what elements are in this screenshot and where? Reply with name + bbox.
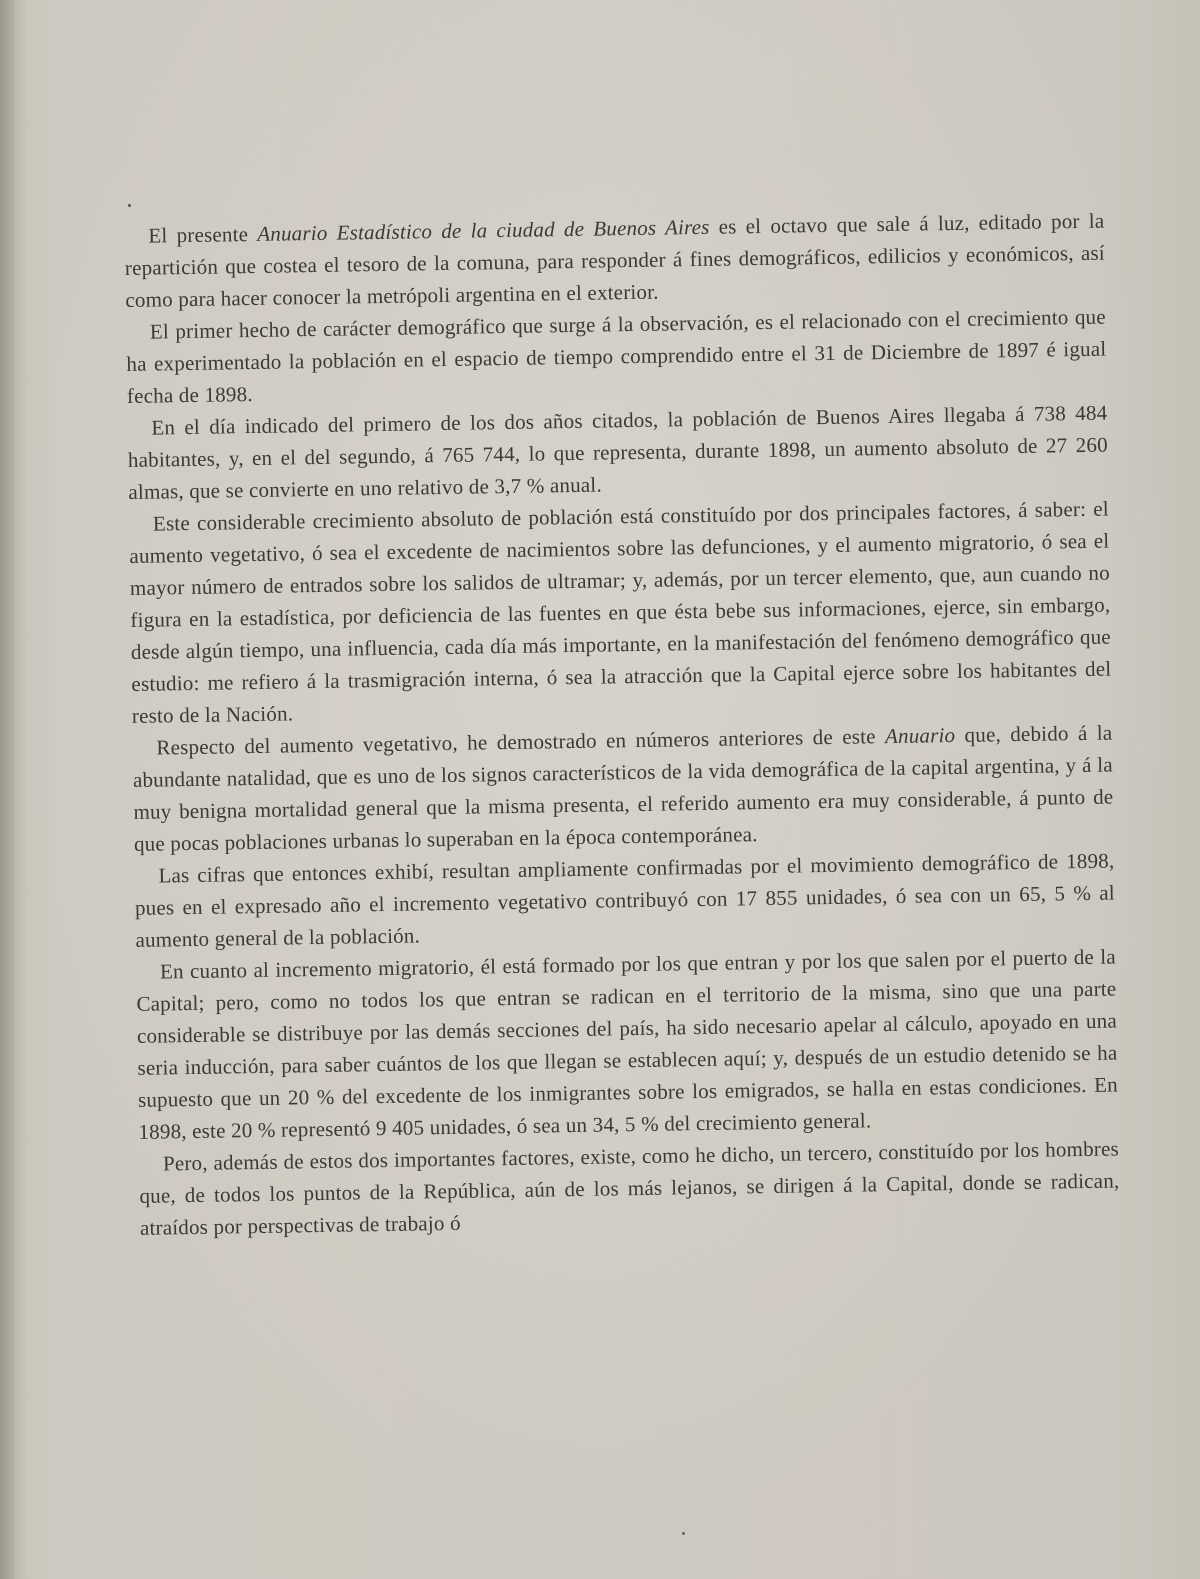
paragraph-7 — [136, 941, 1119, 1148]
paragraph-4-text: Este considerable crecimiento absoluto de población está constituído por dos principales factores, á saber: el aumento vegetativo, ó sea el excedente de nacimientos sobre las defunciones, y el aumento migratorio, ó sea el mayor número de entrados sobre los salidos de ultramar; y, además, por un tercer elemento, que, aun cuando no figura en la estadística, por deficiencia de las fuentes en que ésta bebe sus informaciones, ejerce, sin embargo, desde algún tiempo, una influencia, cada día más importante, en la manifestación del fenómeno demográfico que estudio: me refiero á la trasmigración interna, ó sea la atracción que la Capital ejerce sobre los habitantes del resto de la Nación. — [129, 496, 1112, 728]
page-binding-edge — [0, 0, 14, 1579]
paragraph-5 — [132, 717, 1114, 860]
paragraph-6 — [134, 845, 1115, 956]
paragraph-1-text-b: es el octavo que sale á luz, editado por la repartición que costea el tesoro de la comuna, para responder á fines demográficos, edilicios y económicos, así como para hacer conocer la metrópoli argentina en el exterior. — [124, 208, 1105, 312]
paragraph-5-text-a: Respecto del aumento vegetativo, he demostrado en números anteriores de este — [156, 724, 886, 760]
paragraph-4 — [129, 493, 1112, 732]
paragraph-8-text: Pero, además de estos dos importantes factores, existe, como he dicho, un tercero, constituído por los hombres que, de todos los puntos de la República, aún de los más lejanos, se dirigen á la Capital, donde se radican, atraídos por perspectivas de trabajo ó — [139, 1136, 1120, 1240]
paragraph-3 — [127, 397, 1108, 508]
paragraph-2-text: El primer hecho de carácter demográfico que surge á la observación, es el relacionado con el crecimiento que ha experimentado la población en el espacio de tiempo comprendido entre el 31 de Diciembre de 1897 é igual fecha de 1898. — [126, 304, 1107, 408]
paragraph-8 — [139, 1132, 1120, 1243]
anuario-italic: Anuario — [884, 723, 956, 749]
publication-title: Anuario Estadístico de la ciudad de Buenos Aires — [257, 214, 710, 246]
ink-speck — [128, 204, 131, 207]
paragraph-2 — [126, 301, 1107, 412]
paragraph-1-text-a: El presente — [148, 221, 258, 248]
body-text — [124, 195, 1120, 1244]
paragraph-7-text: En cuanto al incremento migratorio, él está formado por los que entran y por los que salen por el puerto de la Capital; pero, como no todos los que entran se radican en el territorio de la misma, sino que una parte considerable se distribuye por las demás secciones del país, ha sido necesario apelar al cálculo, apoyado en una seria inducción, para saber cuántos de los que llegan se establecen aquí; y, después de un estudio detenido se ha supuesto que un 20 % del excedente de los inmigrantes sobre los emigrados, se halla en estas condiciones. En 1898, este 20 % representó 9 405 unidades, ó sea un 34, 5 % del crecimiento general. — [136, 944, 1119, 1144]
paragraph-3-text: En el día indicado del primero de los dos años citados, la población de Buenos Aires llegaba á 738 484 habitantes, y, en el del segundo, á 765 744, lo que representa, durante 1898, un aumento absoluto de 27 260 almas, que se convierte en uno relativo de 3,7 % anual. — [127, 400, 1108, 504]
paragraph-1 — [124, 205, 1105, 316]
paragraph-5-text-b: que, debido á la abundante natalidad, que es uno de los signos característicos de la vida demográfica de la capital argentina, y á la muy benigna mortalidad general que la misma presenta, el referido aumento era muy considerable, á punto de que pocas poblaciones urbanas lo superaban en la época contemporánea. — [132, 720, 1114, 856]
ink-speck-bottom — [682, 1532, 685, 1535]
paragraph-6-text: Las cifras que entonces exhibí, resultan ampliamente confirmadas por el movimiento demográfico de 1898, pues en el expresado año el incremento vegetativo contribuyó con 17 855 unidades, ó sea con un 65, 5 % al aumento general de la población. — [134, 848, 1116, 952]
